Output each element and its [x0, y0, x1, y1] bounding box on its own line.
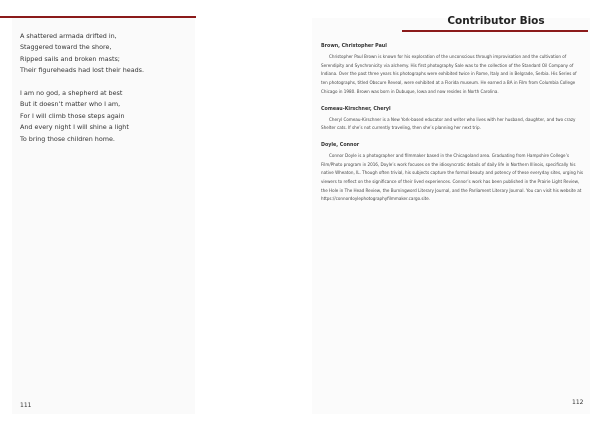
poem-stanza-1 [20, 31, 195, 77]
poem-line: For I will climb those steps again [20, 111, 125, 120]
poem-line: I am no god, a shepherd at best [20, 89, 123, 98]
poem-line: And every night I will shine a light [20, 123, 129, 132]
bios-list [321, 44, 583, 214]
bio-entry [321, 107, 583, 133]
right-header-rule [402, 30, 588, 32]
poem-line: Their figureheads had lost their heads. [20, 66, 145, 75]
bio-text: Connor Doyle is a photographer and filmmaker based in the Chicagoland area. Graduating from Hampshire College’s Film/Photo program in 2016, Doyle’s work focuses on the idiosyncratic details of daily life in Northern Illinois, specifically his native Wheaton, IL. Though often trivial, his subjects capture the formal beauty and potency of these everyday sites, urging his viewers to reflect on the significance of their lived experiences. Connor’s work has been published in the Prairie Light Review, the Hole in The Head Review, the Burningword Literary Journal, and the Parliament Literary Journal. You can visit his website at https://connordoylephotographyfilmmaker.cargo.site. [321, 152, 583, 202]
page-number-right: 112 [572, 399, 584, 406]
bio-name: Doyle, Connor [321, 142, 360, 148]
bio-entry [321, 143, 583, 204]
poem-line: A shattered armada drifted in, [20, 32, 117, 40]
bio-text: Christopher Paul Brown is known for his exploration of the unconscious through improvisation and the cultivation of Serendipity and Synchronicity via alchemy. His first photography Sale was to the collection of the Standard Oil Company of Indiana. Over the past three years his photographs were exhibited twice in Rome, Italy and in Belgrade, Serbia. His Series of ten photographs, titled Obscure Reveal, were exhibited at a Florida museum. He earned a BA in Film from Columbia College Chicago in 1980. Brown was born in Dubuque, Iowa and now resides in North Carolina. [321, 54, 577, 94]
poem [20, 31, 195, 156]
poem-line: Staggered toward the shore, [20, 43, 112, 52]
bio-entry [321, 44, 583, 97]
bio-name: Brown, Christopher Paul [321, 44, 387, 49]
poem-line: Ripped sails and broken masts; [20, 54, 120, 63]
page-title: Contributor Bios [447, 15, 545, 27]
bio-text: Cheryl Comeau-Kirschner is a New York-based educator and writer who lives with her husband, daughter, and two crazy Shelter cats. If she’s not currently traveling, then she’s planning her next trip. [321, 116, 576, 131]
poem-stanza-2 [20, 88, 195, 145]
page-number-left: 111 [20, 402, 32, 409]
left-header-rule [0, 16, 196, 18]
poem-line: But it doesn’t matter who I am, [20, 100, 121, 109]
poem-line: To bring those children home. [20, 134, 115, 143]
bio-name: Comeau-Kirschner, Cheryl [321, 106, 391, 112]
